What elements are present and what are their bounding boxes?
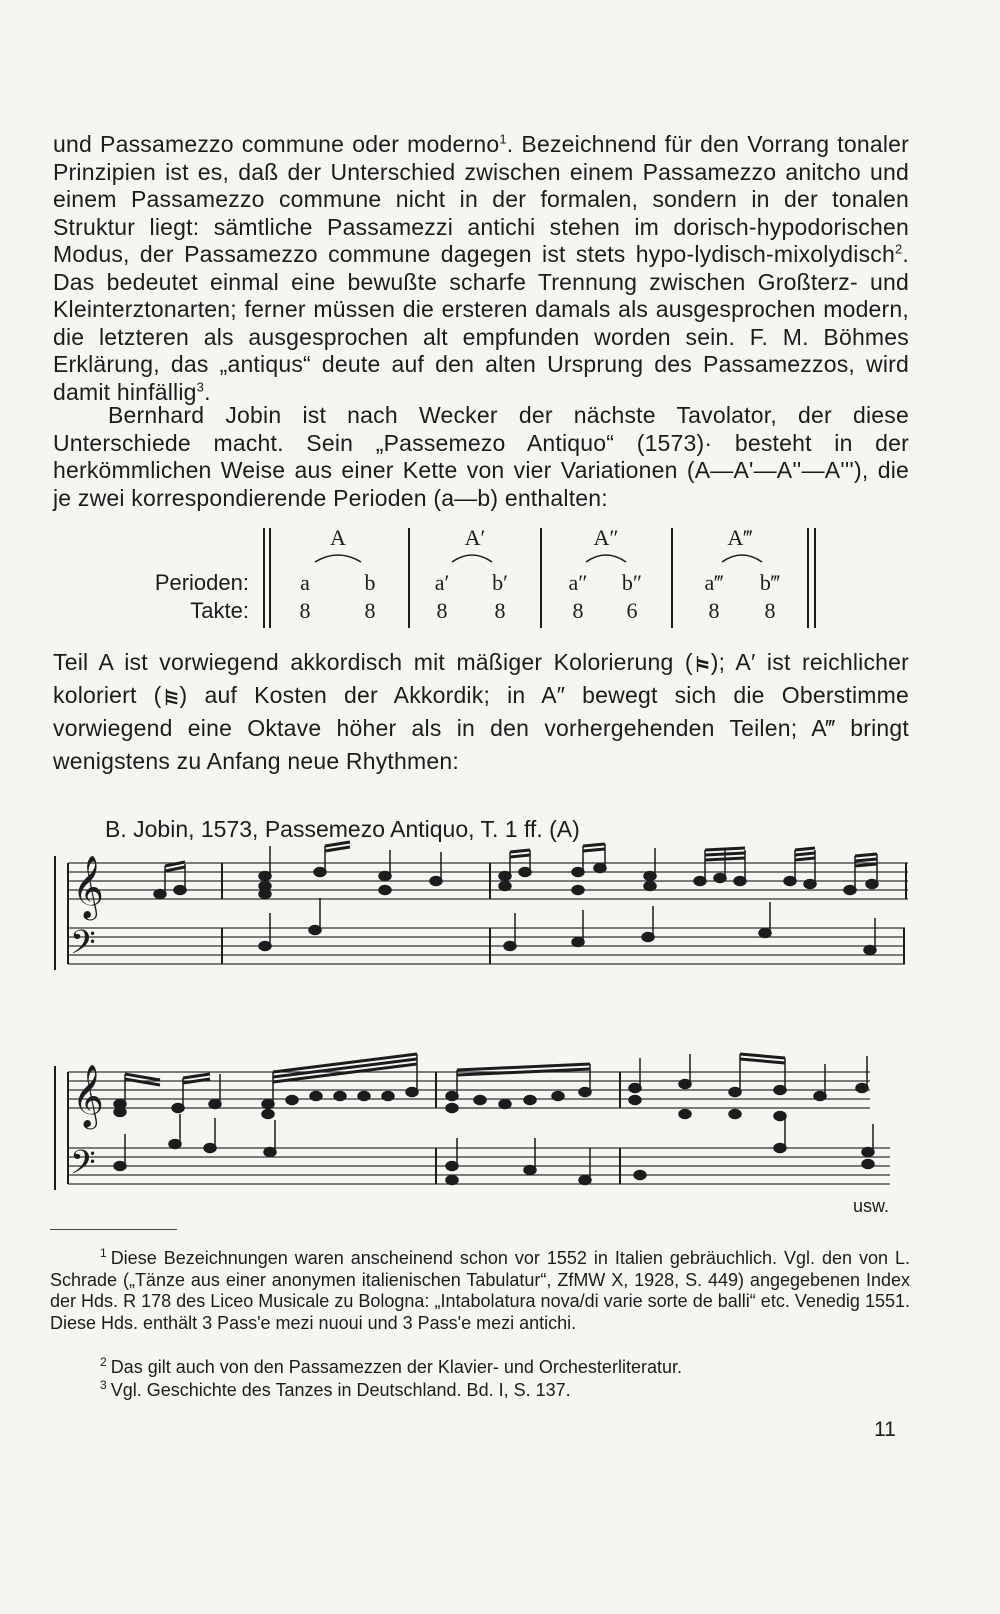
staff-lines-bass-1 [68,928,905,964]
group-title-A2: A″ [593,525,619,550]
bass-clef-icon: 𝄢 [70,1144,96,1190]
period-a: a [300,570,310,595]
paragraph-1 [53,131,909,406]
period-b2: b″ [621,570,643,595]
group-title-A3: A‴ [727,525,753,550]
takte-b: 8 [364,598,376,623]
period-b: b [364,570,376,595]
bracket-arc-A3 [722,555,762,562]
takte-a: 8 [299,598,311,623]
footnote-3-number: 3 [100,1378,107,1392]
staff-lines-treble-1 [68,863,908,899]
paragraph-3-part-a: Teil A ist vorwiegend akkordisch mit mäßiger Kolorierung ( [53,649,693,675]
period-a2: a″ [568,570,588,595]
sixteenth-beam-icon [693,655,711,673]
paragraph-3-part-b: ); A′ ist reichlicher koloriert ( [53,649,909,708]
usw-label: usw. [853,1196,890,1216]
group-title-A: A [330,525,346,550]
takte-b2: 6 [626,598,638,623]
bracket-arc-A2 [586,555,626,562]
paragraph-2 [53,402,909,512]
notes-system-1 [154,842,878,955]
notes-system-2 [114,1054,874,1185]
footnote-2 [100,1357,910,1379]
takte-a3: 8 [708,598,720,623]
footnote-2-number: 2 [100,1355,107,1369]
paragraph-3 [53,646,909,778]
bass-clef-icon: 𝄢 [70,924,96,970]
footnote-ref-1[interactable]: 1 [499,131,507,147]
paragraph-1-part-d: . [204,378,211,405]
thirtysecond-beam-icon [162,688,180,706]
paragraph-1-part-b: . Bezeichnend für den Vorrang tonaler Prinzipien ist es, daß der Unterschied zwischen einem Passamezzo anitcho und einem Passamezzo commune nicht in der formalen, sondern in der tonalen Struktur liegt: sämtliche Passamezzi antichi stehen im dorisch-hypodorischen Modus, der Passamezzo commune dagegen ist stets hypo-lydisch-mixolydisch [53,131,909,267]
footnote-1-number: 1 [100,1246,107,1260]
takte-b3: 8 [764,598,776,623]
music-example-caption: B. Jobin, 1573, Passemezo Antiquo, T. 1 ff. (A) [105,816,580,842]
music-system-1 [0,838,1000,998]
treble-clef-icon: 𝄞 [72,855,104,918]
takte-a1: 8 [436,598,448,623]
paragraph-2-text: Bernhard Jobin ist nach Wecker der nächste Tavolator, der diese Unterschiede macht. Sein „Passemezo Antiquo“ (1573)· besteht in der herkömmlichen Weise aus einer Kette von vier Variationen (A—A'—A''—A'''), die je zwei korrespondierende Perioden (a—b) enthalten: [53,402,909,511]
footnote-ref-2[interactable]: 2 [894,241,903,257]
period-b3: b‴ [759,570,781,595]
bracket-arc-A [315,555,361,562]
row-label-perioden: Perioden: [154,570,249,595]
footnote-1-text: Diese Bezeichnungen waren anscheinend schon vor 1552 in Italien gebräuchlich. Vgl. den von L. Schrade („Tänze aus einer anonymen italienischen Tabulatur“, ZfMW X, 1928, S. 449) angegebenen Index der Hds. R 178 des Liceo Musicale zu Bologna: „Intabolatura nova/di varie sorte de balli“ etc. Venedig 1551. Diese Hds. enthält 3 Pass'e mezi nuoui und 3 Pass'e mezi antichi. [50,1248,910,1333]
treble-clef-icon: 𝄞 [72,1064,104,1127]
period-b1: b′ [492,570,508,595]
period-a3: a‴ [704,570,724,595]
paragraph-3-part-c: ) auf Kosten der Akkordik; in A″ bewegt sich die Oberstimme vorwiegend eine Oktave höher als in den vorhergehenden Teilen; A‴ bringt wenigstens zu Anfang neue Rhythmen: [53,682,909,774]
page-number: 11 [874,1418,896,1441]
footnote-ref-3[interactable]: 3 [196,378,205,394]
footnote-1 [50,1248,910,1334]
staff-lines-bass-2 [68,1148,890,1184]
footnote-3 [100,1380,910,1402]
paragraph-1-part-c: . Das bedeutet einmal eine bewußte scharfe Trennung zwischen Großterz- und Kleinterztonarten; ferner müssen die ersteren damals als ausgesprochen modern, die letzteren als ausgesprochen alt empfunden worden sein. F. M. Böhmes Erklärung, das „antiqus“ deute auf den alten Ursprung des Passamezzos, wird damit hinfällig [53,241,909,405]
period-a1: a′ [434,570,450,595]
bracket-arc-A1 [452,555,492,562]
paragraph-1-part-a: und Passamezzo commune oder moderno [53,131,500,157]
footnote-3-text: Vgl. Geschichte des Tanzes in Deutschland. Bd. I, S. 137. [110,1380,571,1400]
takte-b1: 8 [494,598,506,623]
music-system-2 [0,1040,1000,1200]
takte-a2: 8 [572,598,584,623]
barlines-1 [55,856,906,970]
footnote-2-text: Das gilt auch von den Passamezzen der Klavier- und Orchesterliteratur. [110,1357,682,1377]
bracket-arcs [315,555,762,562]
group-title-A1: A′ [464,525,486,550]
row-label-takte: Takte: [190,598,249,623]
periods-table [0,520,1000,630]
footnote-rule [50,1229,177,1230]
